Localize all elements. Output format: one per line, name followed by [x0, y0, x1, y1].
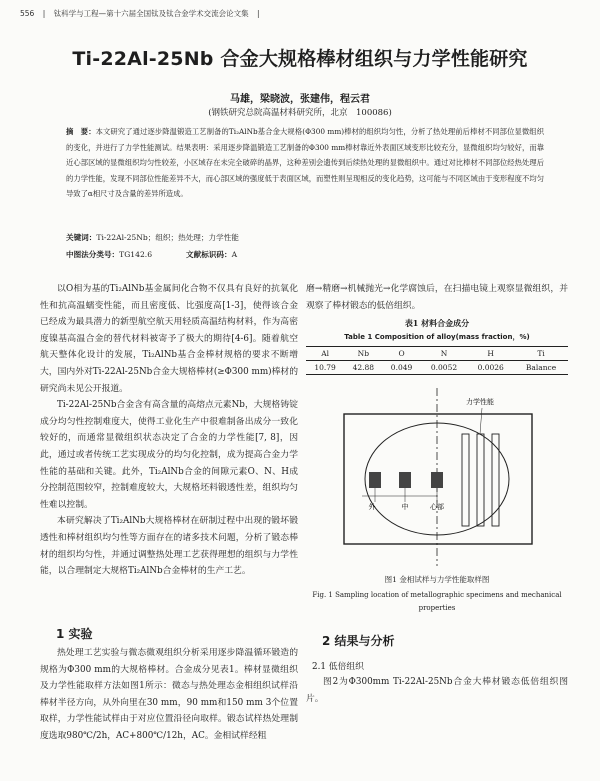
clc-value: TG142.6 — [119, 250, 153, 259]
section-1-text — [40, 645, 298, 745]
table-cell: 42.88 — [352, 363, 375, 372]
paper-title: Ti-22Al-25Nb 合金大规格棒材组织与力学性能研究 — [72, 48, 528, 70]
table-header: N — [440, 349, 448, 358]
table-header: Nb — [357, 349, 370, 358]
classification — [66, 249, 271, 260]
composition-table — [306, 346, 568, 375]
clc-label: 中图法分类号： — [66, 250, 120, 259]
table-header: Ti — [537, 349, 545, 358]
paper-authors: 马雄，梁晓波，张建伟，程云君 — [230, 94, 370, 105]
intro-paragraph-2: Ti-22Al-25Nb合金含有高含量的高熔点元素Nb，大规格铸锭成分均匀性控制难度大，使得工业化生产中很难制备出成分一致化较好的，而通常显微组织状态决定了合金的力学性能[7, 8]，因此，通过或者传统工艺实现成分的均匀化控制，成为提高合金力学性能的基础和关键。此外，Ti₂AlNb合金的间隙元素O、N、H成分控制范围较窄，控制难度较大，大规格坯料锻透性差，组织均匀性难以控制。 — [40, 400, 298, 510]
abstract-text: 本文研究了通过逐步降温锻造工艺制备的Ti₂AlNb基合金大规格(Φ300 mm)棒材的组织均匀性，分析了热处理前后棒材不同部位显微组织的变化，并进行了力学性能测试。结果表明：采用逐步降温锻造工艺制备的Φ300 mm棒材靠近外表面区域变形比较充分，显微组织均匀较好，而靠近心部区域的显微组织均匀性较差，小区域存在未完全破碎的晶界，这种差别会遗传到后续热处理的显微组织中。通过对比棒材不同部位经热处理后的力学性能，发现不同部位性能差异不大，而心部区域的强度低于表面区域，而塑性则呈现相反的变化趋势，这可能与不同区域由于变形程度不均匀导致了α相尺寸及含量的差异所造成。 — [66, 127, 545, 199]
section-1-heading: 1 实验 — [56, 627, 93, 641]
table-row — [306, 361, 568, 375]
table-1-caption-en: Table 1 Composition of alloy(mass fraction，%) — [344, 333, 530, 341]
abstract — [66, 124, 544, 202]
running-header: 556 | 钛科学与工程—第十六届全国钛及钛合金学术交流会论文集 | — [20, 9, 260, 18]
label-middle: 中 — [401, 503, 409, 511]
table-cell: 10.79 — [314, 363, 336, 372]
page-number: 556 — [20, 9, 35, 18]
section-2-1-text: 图2为Φ300mm Ti-22Al-25Nb合金大棒材锻态低倍组织图片。 — [306, 677, 568, 704]
intro-paragraph-1: 以O相为基的Ti₂AlNb基金属间化合物不仅具有良好的抗氧化性和抗高温蠕变性能，而且密度低、比强度高[1-3]，使得该合金已经成为最具潜力的新型航空航天用轻质高温结构材料，作为高密度镍基高温合金的替代材料被寄予了极大的期待[4-6]。随着航空航天整体化设计的发展，Ti₂AlNb基合金棒材规格的要求不断增大，国内外对Ti-22Al-25Nb合金大规格棒材(≥Φ300 mm)棒材的研究尚未见公开报道。 — [40, 284, 298, 394]
abstract-label: 摘 要： — [66, 127, 96, 136]
right-column-text — [306, 281, 568, 314]
paper-affiliation: (钢铁研究总院高温材料研究所，北京 100086) — [208, 108, 392, 118]
label-mechanical: 力学性能 — [466, 398, 494, 406]
section-2-1-heading: 2.1 低倍组织 — [312, 662, 364, 672]
specimen-outer — [369, 472, 381, 488]
doc-value: A — [231, 250, 238, 259]
label-center: 心部 — [430, 503, 444, 511]
specimen-middle — [399, 472, 411, 488]
tensile-specimen-1 — [462, 434, 469, 526]
section-2-heading: 2 结果与分析 — [322, 634, 395, 648]
keywords-value: Ti-22Al-25Nb；组织；热处理；力学性能 — [96, 233, 239, 242]
figure-1-caption-en: Fig. 1 Sampling location of metallographic specimens and mechanical properties — [312, 591, 562, 612]
tensile-specimen-2 — [477, 434, 484, 526]
label-outer: 外 — [368, 503, 376, 511]
table-header: H — [487, 349, 494, 358]
table-header: O — [398, 349, 405, 358]
table-cell: 0.0026 — [477, 363, 504, 372]
doc-label: 文献标识码： — [186, 250, 232, 259]
sampling-diagram — [306, 384, 568, 570]
keywords — [66, 232, 239, 243]
running-title: 钛科学与工程—第十六届全国钛及钛合金学术交流会论文集 — [53, 9, 249, 18]
table-cell: Balance — [525, 363, 557, 372]
table-1-caption-cn: 表1 材料合金成分 — [404, 318, 470, 328]
specimen-center — [431, 472, 443, 488]
table-cell: 0.0052 — [430, 363, 458, 372]
table-cell: 0.049 — [390, 363, 413, 372]
right-column-paragraph: 磨→精磨→机械抛光→化学腐蚀后，在扫描电镜上观察显微组织，并观察了棒材锻态的低倍组织。 — [306, 284, 568, 311]
table-header: Al — [321, 349, 330, 358]
section-1-paragraph: 热处理工艺实验与微态微观组织分析采用逐步降温循环锻造的规格为Φ300 mm的大规格棒材。合金成分见表1。棒材显微组织及力学性能取样方法如图1所示：微态与热处理态金相组织试样沿棒材半径方向，从外向里在30 mm，90 mm和150 mm 3个位置取样，力学性能试样由于对应位置沿径向取样。锻态试样热处理制度选取980℃/2h，AC+800℃/12h，AC。金相试样经粗 — [40, 648, 298, 741]
keywords-label: 关键词： — [66, 233, 97, 242]
table-header-row — [306, 347, 568, 361]
figure-1-caption-cn: 图1 金相试样与力学性能取样图 — [384, 575, 490, 584]
intro-column — [40, 281, 298, 580]
intro-paragraph-3: 本研究解决了Ti₂AlNb大规格棒材在研制过程中出现的锻坏锻透性和棒材组织均匀性等方面存在的诸多技术问题，分析了锻态棒材的组织均匀性，并通过调整热处理工艺获得理想的组织与力学性能，以合理制定大规格Ti₂AlNb合金棒材的生产工艺。 — [40, 516, 298, 577]
